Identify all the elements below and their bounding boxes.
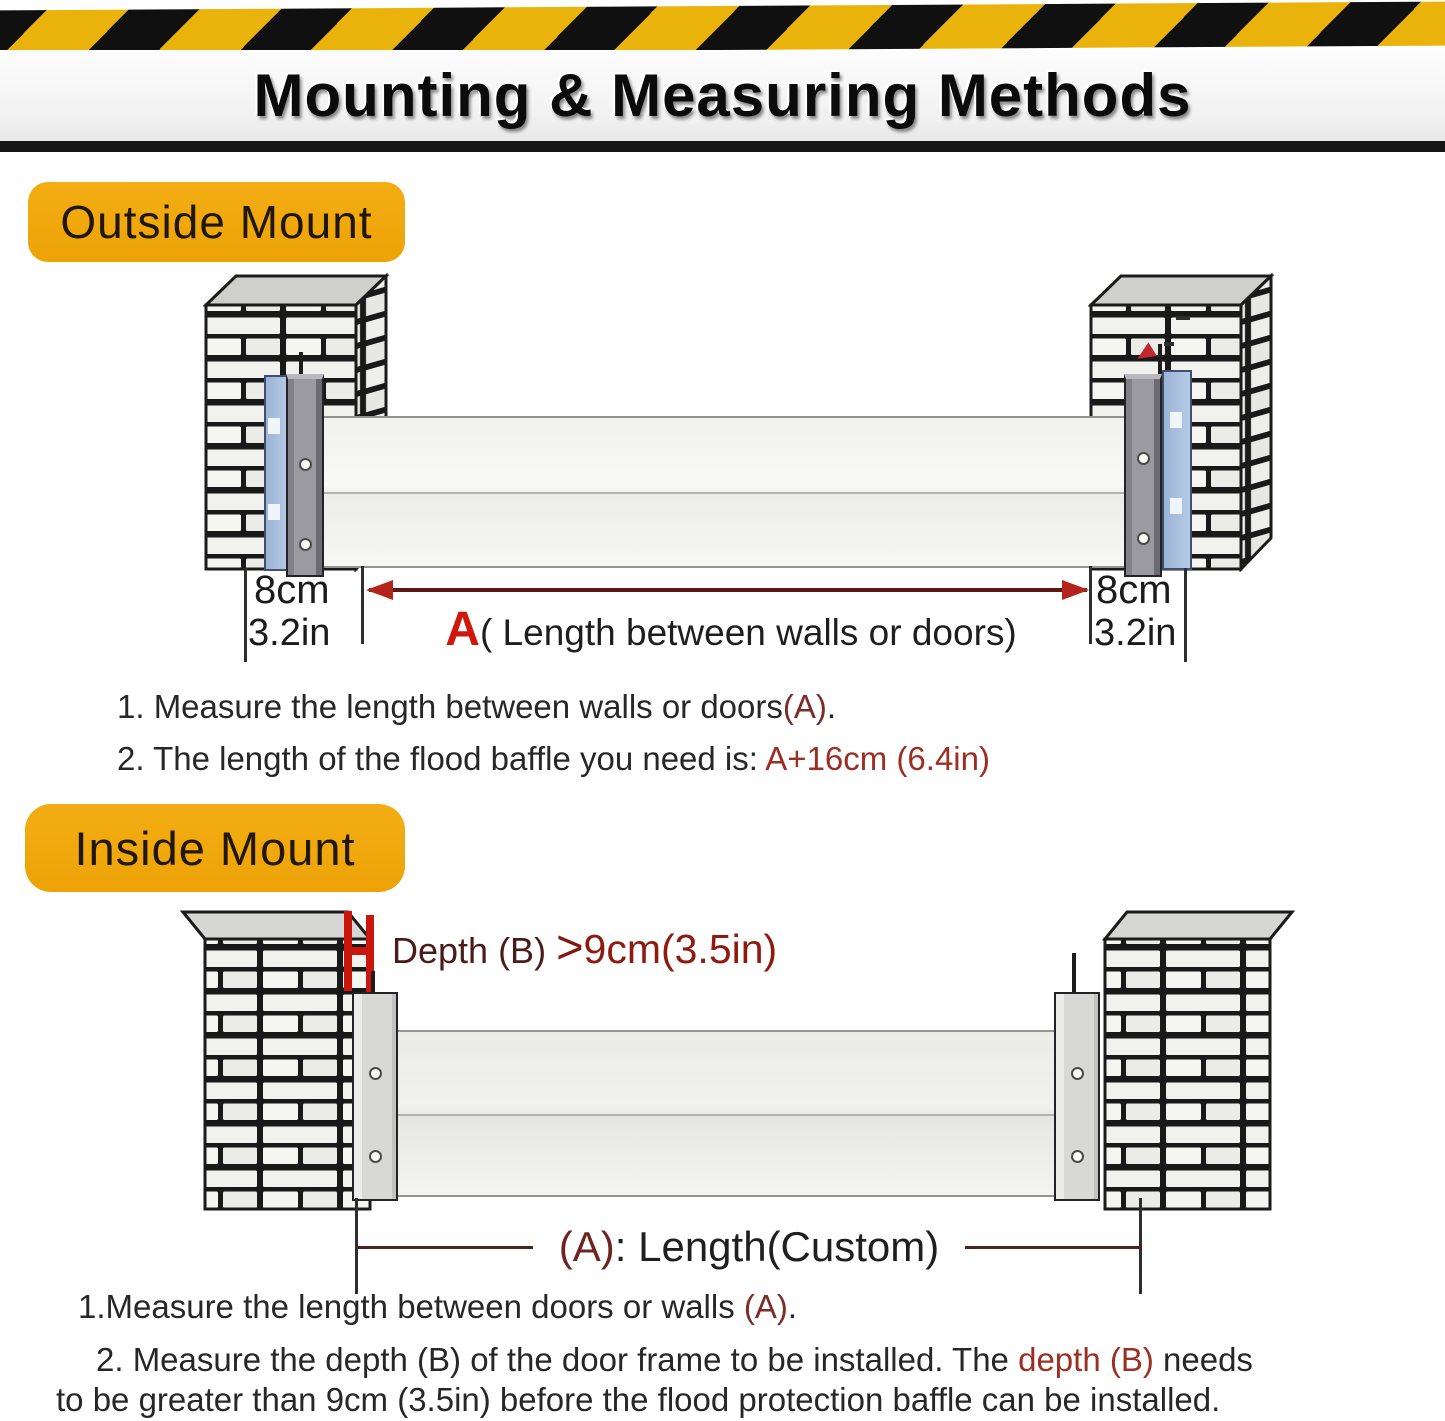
inside-mount-badge-label: Inside Mount [74, 821, 356, 875]
screw-hole [1071, 1150, 1084, 1163]
screw-hole [369, 1150, 382, 1163]
header-divider [0, 141, 1445, 152]
inside-mount-badge [25, 804, 405, 892]
screw-hole [299, 458, 312, 471]
left-anchor-bolt [371, 971, 375, 993]
dim-line-segment [356, 1246, 533, 1249]
depth-label: Depth (B) >9cm(3.5in) [392, 920, 778, 973]
length-custom-line [356, 1223, 1142, 1271]
channel-slot [268, 418, 280, 434]
panel-seam [398, 1114, 1056, 1116]
label-A: A [445, 603, 480, 656]
flood-barrier-panels [396, 1030, 1058, 1197]
left-dim-in: 3.2in [248, 612, 331, 654]
outside-mount-badge [28, 182, 405, 262]
dim-tick [1184, 568, 1187, 662]
screw-hole [1137, 452, 1150, 465]
outside-mount-badge-label: Outside Mount [60, 196, 373, 248]
right-end-bracket [1124, 374, 1162, 577]
right-dim-in: 3.2in [1094, 612, 1177, 654]
right-dim-cm: 8cm [1096, 568, 1172, 612]
outside-step-2: 2. The length of the flood baffle you need is: A+16cm (6.4in) [117, 740, 990, 777]
dim-tick [1089, 566, 1092, 644]
channel-slot [268, 504, 280, 520]
screw-hole [299, 538, 312, 551]
screw-hole [369, 1067, 382, 1080]
title-band [0, 50, 1445, 141]
dim-line-segment [965, 1246, 1142, 1249]
panel-seam [324, 492, 1126, 494]
page-title: Mounting & Measuring Methods [253, 62, 1192, 129]
depth-gauge-crossbar [346, 947, 372, 955]
arrow-head-right [1062, 580, 1089, 600]
outside-mount-diagram [0, 262, 1445, 672]
screw-hole [1071, 1067, 1084, 1080]
length-between-walls-label: A( Length between walls or doors) [445, 603, 1017, 656]
drill-mark [1164, 342, 1174, 346]
drill-mark [1176, 316, 1190, 320]
outside-step-1: 1. Measure the length between walls or doors(A). [117, 688, 837, 725]
flood-barrier-panels [322, 416, 1128, 568]
dim-tick [361, 566, 364, 644]
inside-step-1: 1.Measure the length between doors or walls (A). [78, 1288, 798, 1325]
inside-right-brick-pillar [1083, 903, 1295, 1215]
inside-mount-diagram [0, 895, 1445, 1305]
arrow-head-left [366, 580, 393, 600]
dim-tick [244, 568, 247, 662]
left-channel-bar [352, 992, 398, 1201]
channel-slot [1170, 412, 1182, 428]
right-blue-channel [1162, 370, 1192, 570]
screw-hole [1137, 532, 1150, 545]
right-channel-bar [1054, 992, 1100, 1201]
right-anchor-bolt [1072, 953, 1076, 993]
inside-step-2: 2. Measure the depth (B) of the door frame to be installed. The depth (B) needs to be greater than 9cm (3.5in) before the flood protection baffle can be installed. [56, 1341, 1253, 1418]
left-dim-cm: 8cm [254, 568, 330, 612]
length-arrow [369, 588, 1087, 592]
length-custom-label: (A): Length(Custom) [558, 1223, 940, 1270]
channel-slot [1170, 498, 1182, 514]
hazard-stripe-banner [0, 1, 1445, 54]
